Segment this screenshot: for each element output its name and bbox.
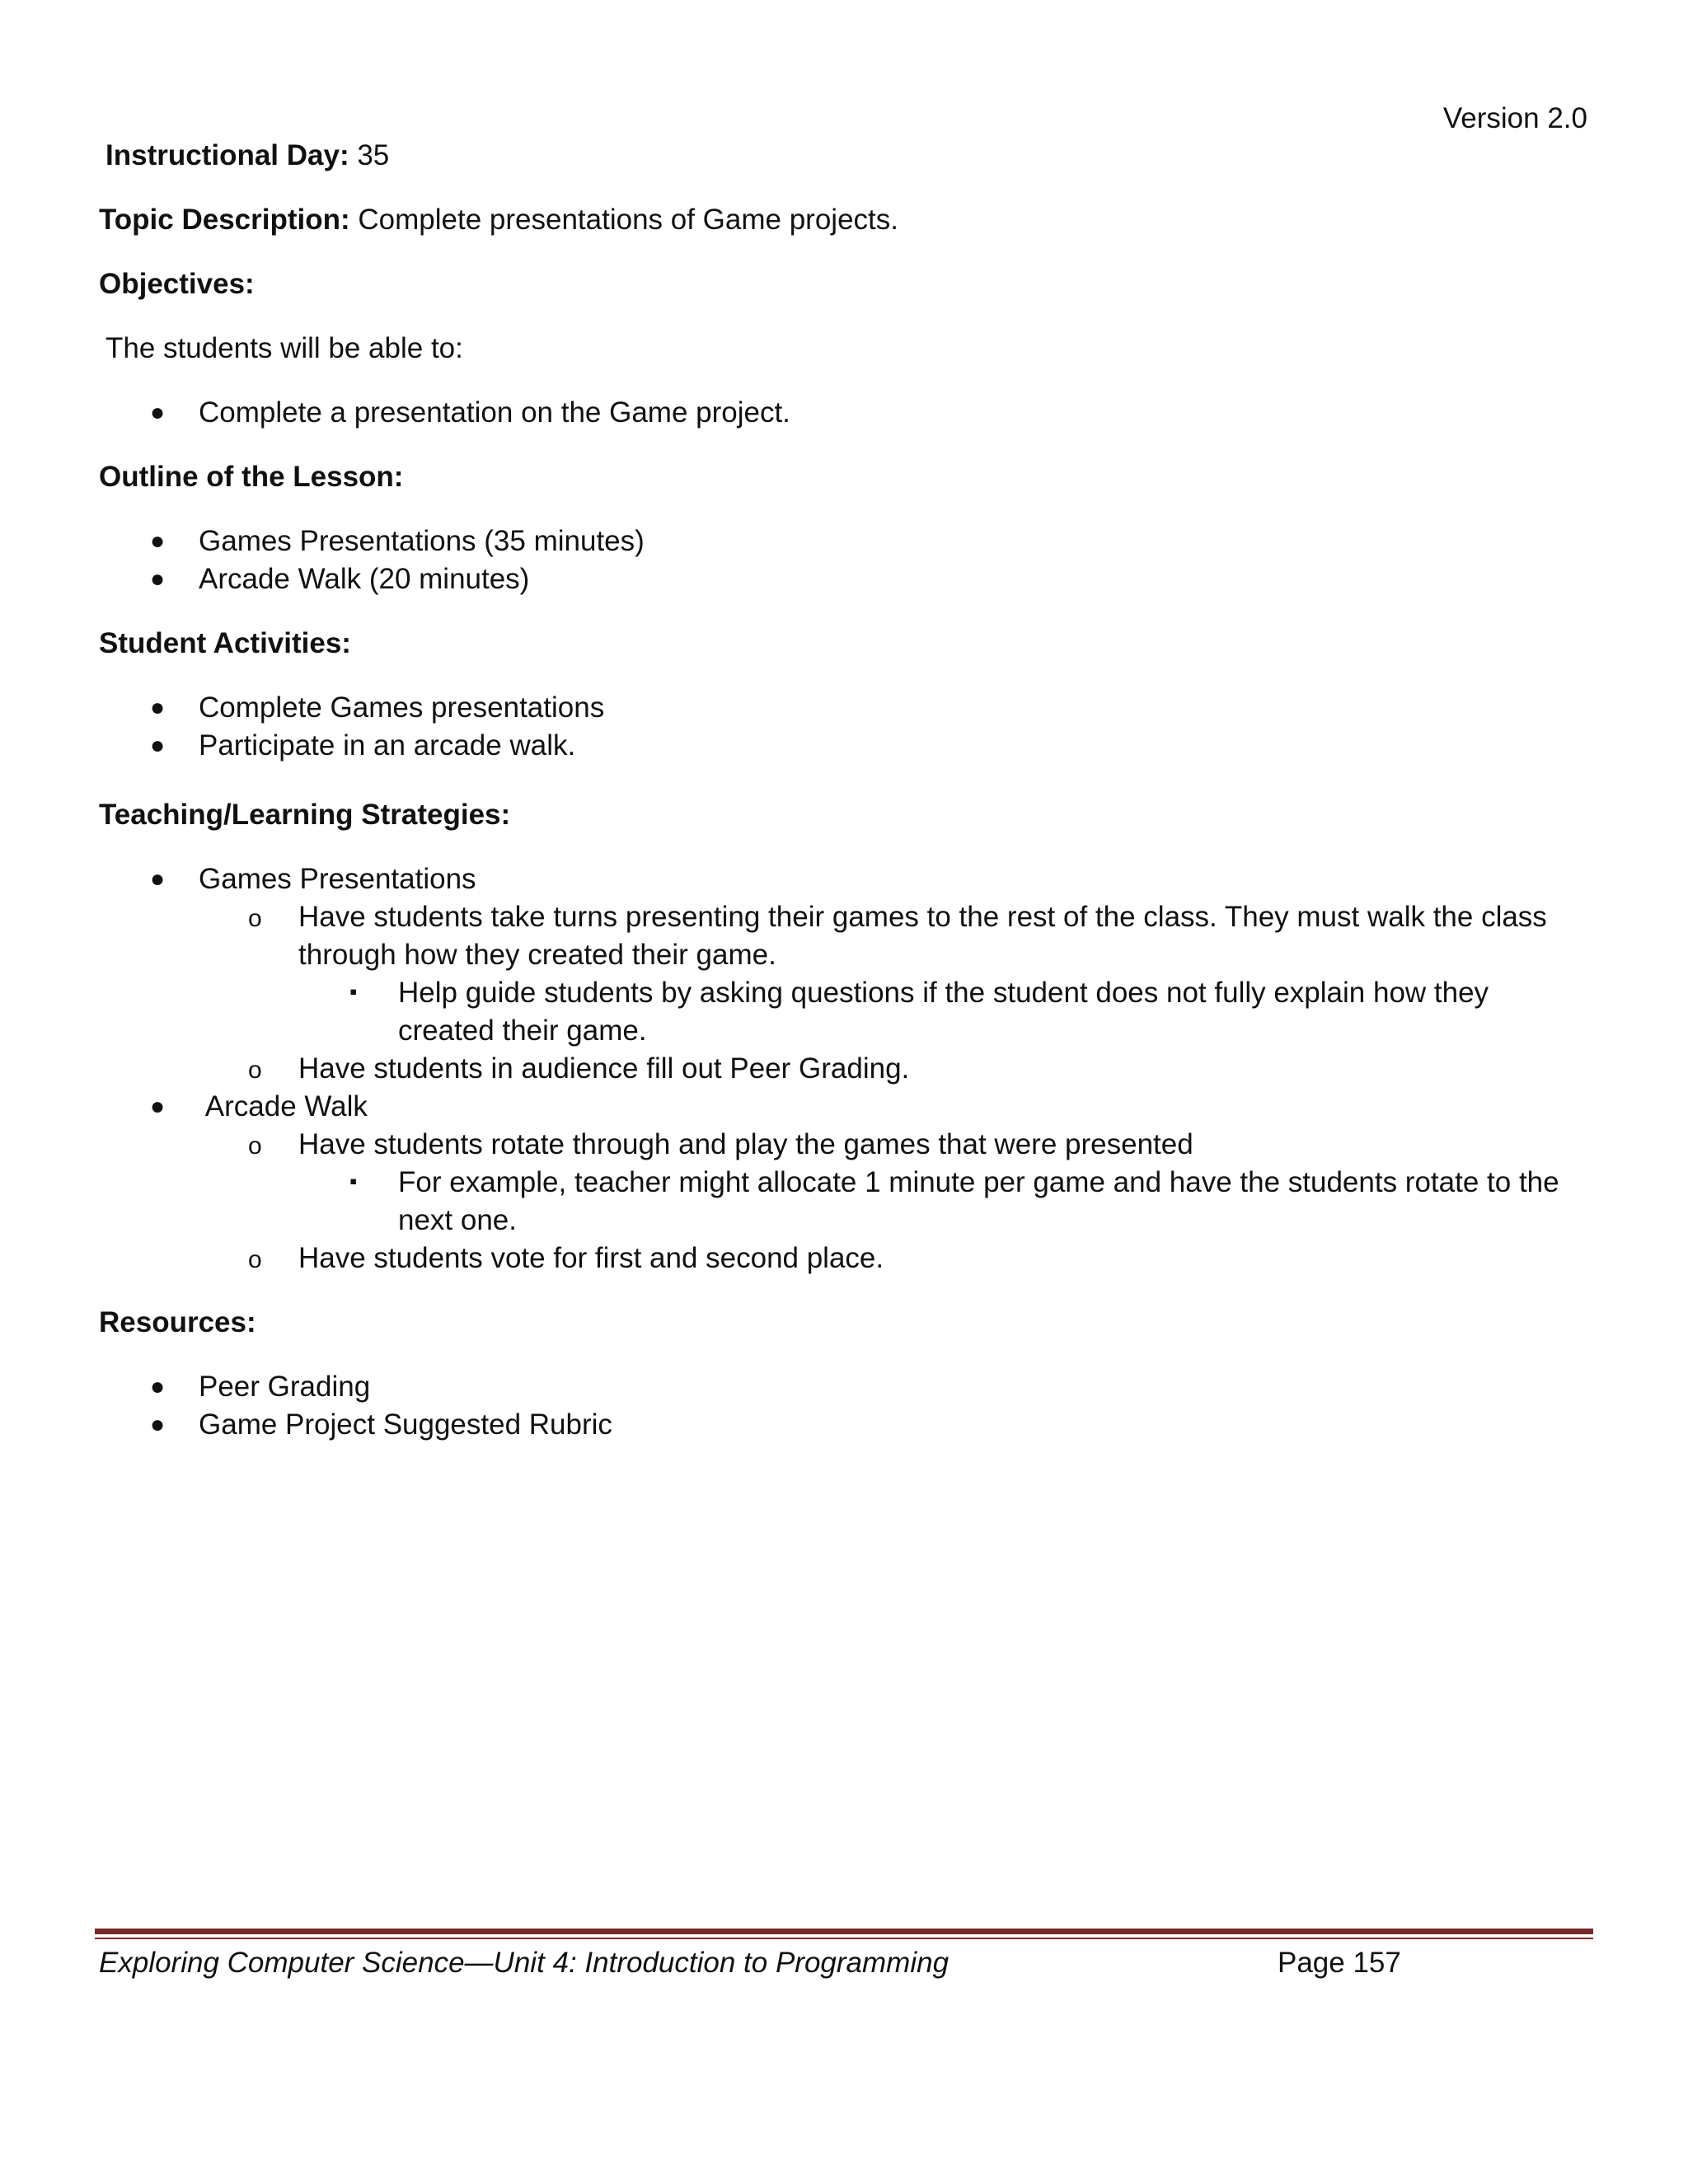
- strategy-step-text: Have students in audience fill out Peer Grading.: [298, 1052, 910, 1085]
- list-item: [99, 727, 1591, 765]
- student-activities-heading: Student Activities:: [99, 627, 351, 659]
- hollow-circle-bullet-icon: o: [248, 905, 262, 932]
- resources-list: [99, 1368, 1591, 1444]
- square-bullet-icon: ▪: [349, 979, 358, 1004]
- strategy-sublist: [99, 898, 1591, 1088]
- bullet-icon: ●: [150, 732, 166, 759]
- topic-description: [99, 201, 1591, 239]
- list-item: [298, 1164, 1591, 1240]
- list-item: [99, 394, 1591, 432]
- list-item: [298, 974, 1591, 1050]
- strategy-detail-text: Help guide students by asking questions if the student does not fully explain how they created their game.: [398, 977, 1489, 1047]
- list-item: [99, 689, 1591, 727]
- hollow-circle-bullet-icon: o: [248, 1057, 262, 1084]
- activity-text: Complete Games presentations: [199, 691, 605, 724]
- outline-list: [99, 523, 1591, 598]
- list-item: [99, 1088, 1591, 1277]
- footer-divider: [95, 1929, 1593, 1934]
- strategies-list: [99, 860, 1591, 1277]
- instructional-day: [99, 137, 1591, 175]
- bullet-icon: ●: [150, 694, 166, 721]
- version-label: Version 2.0: [1442, 102, 1587, 134]
- list-item: [199, 1126, 1591, 1240]
- list-item: [99, 860, 1591, 1088]
- instructional-day-label: Instructional Day:: [106, 139, 349, 171]
- resource-text: Peer Grading: [199, 1371, 371, 1403]
- strategy-detail-text: For example, teacher might allocate 1 minute per game and have the students rotate to the next one.: [398, 1166, 1559, 1236]
- list-item: [99, 1406, 1591, 1444]
- list-item: [199, 1240, 1591, 1277]
- strategy-subsublist: [199, 974, 1591, 1050]
- hollow-circle-bullet-icon: o: [248, 1246, 262, 1273]
- strategy-step-text: Have students rotate through and play the games that were presented: [298, 1128, 1193, 1160]
- strategy-step-text: Have students vote for first and second place.: [298, 1242, 884, 1274]
- bullet-icon: ●: [150, 565, 166, 593]
- bullet-icon: ●: [150, 865, 166, 893]
- resource-text: Game Project Suggested Rubric: [199, 1408, 612, 1441]
- list-item: [199, 898, 1591, 1050]
- objectives-list: [99, 394, 1591, 432]
- strategy-subsublist: [199, 1164, 1591, 1240]
- bullet-icon: ●: [150, 527, 166, 555]
- list-item: [99, 523, 1591, 560]
- bullet-icon: ●: [150, 1411, 166, 1438]
- page-number: Page 157: [1278, 1947, 1401, 1979]
- outline-item-text: Arcade Walk (20 minutes): [199, 563, 530, 595]
- bullet-icon: ●: [150, 399, 166, 426]
- footer-divider-thin: [95, 1938, 1593, 1939]
- topic-description-value: Complete presentations of Game projects.: [349, 204, 898, 236]
- activity-text: Participate in an arcade walk.: [199, 729, 576, 762]
- lesson-content: [99, 137, 1591, 1470]
- list-item: [99, 1368, 1591, 1406]
- hollow-circle-bullet-icon: o: [248, 1132, 262, 1160]
- objective-text: Complete a presentation on the Game project.: [199, 396, 790, 429]
- square-bullet-icon: ▪: [349, 1169, 358, 1193]
- strategy-step-text: Have students take turns presenting their games to the rest of the class. They must walk the class through how they created their game.: [298, 901, 1547, 971]
- outline-item-text: Games Presentations (35 minutes): [199, 525, 645, 557]
- resources-heading: Resources:: [99, 1306, 256, 1338]
- strategies-heading: Teaching/Learning Strategies:: [99, 799, 511, 831]
- strategy-sublist: [99, 1126, 1591, 1277]
- list-item: [199, 1050, 1591, 1088]
- objectives-intro: The students will be able to:: [106, 332, 463, 364]
- strategy-label: Games Presentations: [199, 863, 476, 895]
- instructional-day-value: 35: [349, 139, 390, 171]
- bullet-icon: ●: [150, 1093, 166, 1120]
- list-item: [99, 560, 1591, 598]
- outline-heading: Outline of the Lesson:: [99, 461, 404, 493]
- bullet-icon: ●: [150, 1373, 166, 1400]
- objectives-heading: Objectives:: [99, 268, 255, 300]
- topic-description-label: Topic Description:: [99, 204, 350, 236]
- footer-title: Exploring Computer Science—Unit 4: Introduction to Programming: [99, 1947, 950, 1979]
- strategy-label: Arcade Walk: [199, 1090, 368, 1122]
- student-activities-list: [99, 689, 1591, 765]
